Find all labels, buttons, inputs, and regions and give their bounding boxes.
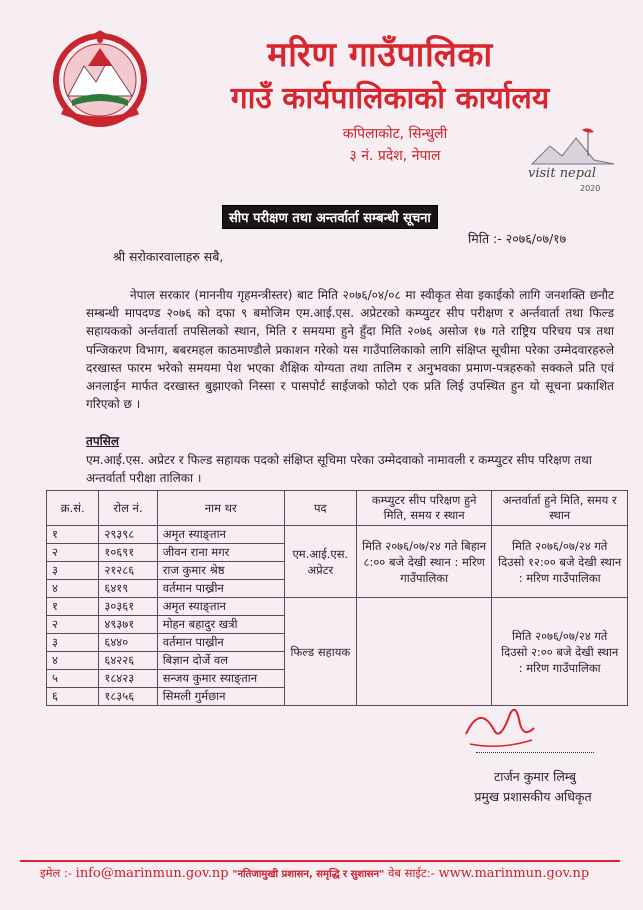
cell-name: बिज्ञान दोर्जे वल	[157, 652, 284, 670]
cell-post-field-assistant: फिल्ड सहायक	[284, 598, 356, 706]
signature-line	[476, 752, 594, 753]
candidate-schedule-table	[46, 490, 628, 706]
signatory-designation: प्रमुख प्रशासकीय अधिकृत	[474, 789, 592, 804]
cell-sn: ६	[47, 688, 99, 706]
visit-nepal-text: visit nepal	[528, 166, 596, 181]
signature-scribble-icon	[460, 694, 540, 754]
list-intro: एम.आई.एस. अप्रेटर र फिल्ड सहायक पदको संक्षिप्त सूचिमा परेका उम्मेदवाको नामावली र कम्प्युटर सीप परिक्षण तथा अन्तर्वार्ता परीक्षा तालिका ।	[86, 453, 592, 485]
cell-sn: ४	[47, 580, 99, 598]
notice-body: नेपाल सरकार (माननीय गृहमन्त्रीस्तर) बाट मिति २०७६/०४/०८ मा स्वीकृत सेवा इकाईको लागि जनशक्ति छनौट सम्बन्धी मापदण्ड २०७६ को दफा ९ बमोजिम एम.आई.एस. अप्रेटरको कम्प्युटर सीप परीक्षण र अर्न्तवार्ता तथा फिल्ड सहायकको अर्न्तवार्ता तपसिलको स्थान, मिति र समयमा हुने हुँदा मिति २०७६ असोज १७ गते राष्ट्रिय परिचय पत्र तथा पन्जिकरण विभाग, बबरमहल काठमाण्डौले प्रकाशन गरेको यस गाउँपालिकाको लागि संक्षिप्त सूचीमा परेका उम्मेदवारहरुले दरखास्त फारम भरेको समयमा पेश भएका शैक्षिक योग्यता तथा तालिम र अनुभवका प्रमाण-पत्रहरुको सक्कले प्रति एवं अनलाईन मार्फत दरखास्त बुझाएको निस्सा र पासपोर्ट साईजको फोटो एक प्रति लिई उपस्थित हुन यो सूचना प्रकाशित गरिएको छ ।	[86, 288, 614, 412]
cell-sn: १	[47, 598, 99, 616]
header-name: नाम थर	[157, 491, 284, 526]
cell-roll: ६४४०	[99, 634, 157, 652]
nepal-emblem-icon	[48, 26, 152, 130]
cell-roll: १८३५६	[99, 688, 157, 706]
cell-sn: ४	[47, 652, 99, 670]
cell-interview-schedule-field: मिति २०७६/०७/२४ गते दिउसो २:०० बजे देखी स्थान : मरिण गाउँपालिका	[492, 598, 628, 706]
cell-name: मोहन बहादुर खत्री	[157, 616, 284, 634]
notice-date: मिति :- २०७६/०७/१७	[468, 231, 567, 246]
cell-sn: ३	[47, 634, 99, 652]
salutation: श्री सरोकारवालाहरु सबै,	[113, 249, 224, 264]
header-roll: रोल नं.	[99, 491, 157, 526]
cell-name: जीवन राना मगर	[157, 544, 284, 562]
notice-subject: सीप परीक्षण तथा अन्तर्वार्ता सम्बन्धी सूचना	[222, 205, 438, 229]
footer-divider	[20, 860, 620, 862]
cell-interview-schedule-mis: मिति २०७६/०७/२४ गते दिउसो १२:०० बजे देखी स्थान : मरिण गाउँपालिका	[492, 526, 628, 598]
cell-sn: १	[47, 526, 99, 544]
cell-computer-schedule-mis: मिति २०७६/०७/२४ गते बिहान ८:०० बजे देखी स्थान : मरिण गाउँपालिका	[356, 526, 492, 598]
signatory-name: टार्जन कुमार लिम्बु	[493, 769, 577, 784]
cell-roll: ६४२२६	[99, 652, 157, 670]
cell-name: अमृत स्याङ्तान	[157, 526, 284, 544]
website-link[interactable]: www.marinmun.gov.np	[438, 866, 590, 881]
table-header-row	[47, 491, 628, 526]
website-label: वेब साईट:-	[387, 866, 435, 880]
cell-name: सिमली गुर्मछान	[157, 688, 284, 706]
header-post: पद	[284, 491, 356, 526]
cell-name: सन्जय कुमार स्याङ्तान	[157, 670, 284, 688]
table-row	[47, 598, 628, 616]
cell-name: अमृत स्याङ्तान	[157, 598, 284, 616]
cell-name: राज कुमार श्रेष्ठ	[157, 562, 284, 580]
cell-sn: ५	[47, 670, 99, 688]
cell-sn: ३	[47, 562, 99, 580]
header-interview: अन्तर्वार्ता हुने मिति, समय र स्थान	[492, 491, 628, 526]
cell-computer-schedule-field	[356, 598, 492, 706]
cell-roll: १०६९१	[99, 544, 157, 562]
address-line-2: ३ नं. प्रदेश, नेपाल	[349, 148, 441, 164]
details-heading: तपसिल	[86, 434, 120, 448]
visit-nepal-logo-icon	[528, 128, 618, 194]
footer-motto: "नतिजामुखी प्रशासन, समृद्धि र सुशासन"	[232, 869, 385, 880]
header-computer-test: कम्प्युटर सीप परिक्षण हुने मिति, समय र स्थान	[356, 491, 492, 526]
header-sn: क्र.सं.	[47, 491, 99, 526]
email-label: इमेल :-	[40, 866, 72, 880]
office-name: गाउँ कार्यपालिकाको कार्यालय	[230, 81, 550, 116]
cell-roll: १८४२३	[99, 670, 157, 688]
cell-sn: २	[47, 544, 99, 562]
footer	[40, 866, 620, 881]
email-link[interactable]: info@marinmun.gov.np	[75, 866, 229, 881]
cell-roll: २१२८६	[99, 562, 157, 580]
cell-roll: ६४१९	[99, 580, 157, 598]
cell-sn: २	[47, 616, 99, 634]
table-row	[47, 526, 628, 544]
cell-roll: २९३९८	[99, 526, 157, 544]
address-line-1: कपिलाकोट, सिन्धुली	[342, 126, 448, 142]
visit-nepal-year: 2020	[580, 184, 601, 193]
municipality-name: मरिण गाउँपालिका	[267, 35, 493, 75]
cell-name: वर्तमान पाख्रीन	[157, 634, 284, 652]
cell-roll: ३०३६१	[99, 598, 157, 616]
cell-post-mis-operator: एम.आई.एस. अप्रेटर	[284, 526, 356, 598]
cell-name: वर्तमान पाख्रीन	[157, 580, 284, 598]
cell-roll: ४९३७१	[99, 616, 157, 634]
